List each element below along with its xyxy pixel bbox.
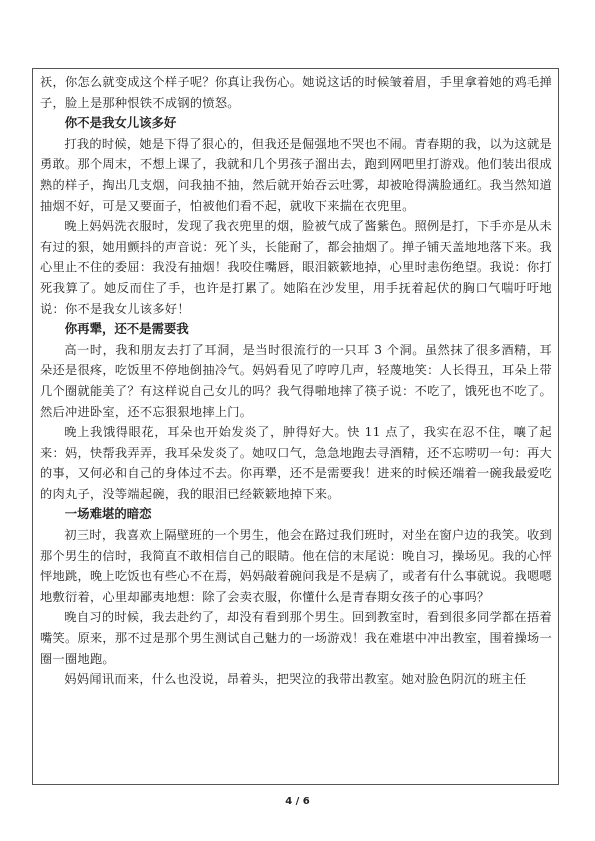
paragraph: 晚上我饿得眼花，耳朵也开始发炎了，肿得好大。快 11 点了，我实在忍不住，嚷了起来：妈，快帮我弄弄，我耳朵发炎了。她叹口气，急急地跑去寻酒精，还不忘唠叨一句：再大的事，又何必和自己的身体过不去。你再犟，还不是需要我！进来的时候还端着一碗我最爱吃的肉丸子，没等端起碗，我的眼泪已经簌簌地掉下来。: [40, 425, 552, 501]
frame-top-line: [32, 68, 559, 69]
section-heading-2: 你再犟，还不是需要我: [64, 321, 189, 337]
document-body: [40, 72, 552, 690]
paragraph: 妈妈闻讯而来，什么也没说，昂着头，把哭泣的我带出教室。她对脸色阴沉的班主任: [64, 672, 527, 687]
paragraph-continuation: 祆，你怎么就变成这个样子呢？你真让我伤心。她说这话的时候皱着眉，手里拿着她的鸡毛掸子，脸上是那种恨铁不成钢的愤怒。: [40, 75, 552, 110]
section-heading-3: 一场难堪的暗恋: [64, 506, 152, 522]
paragraph: 晚上妈妈洗衣服时，发现了我衣兜里的烟，脸被气成了酱紫色。照例是打，下手亦是从未有过的狠，她用颤抖的声音说：死丫头，长能耐了，都会抽烟了。掸子铺天盖地地落下来。我心里止不住的委屈：我没有抽烟！我咬住嘴唇，眼泪簌簌地掉，心里时恚伤绝望。我说：你打死我算了。她反而住了手，也许是打累了。她陷在沙发里，用手抚着起伏的胸口气喘吁吁地说：你不是我女儿该多好！: [40, 219, 552, 316]
paragraph: 高一时，我和朋友去打了耳洞，是当时很流行的一只耳 3 个洞。虽然抹了很多酒精，耳朵还是很疼，吃饭里不停地倒抽冷气。妈妈看见了哼哼几声，轻蔑地笑：人长得丑，耳朵上带几个圈就能美了？有这样说自己女儿的吗？我气得啪地摔了筷子说：不吃了，饿死也不吃了。然后冲进卧室，还不忘狠狠地摔上门。: [40, 342, 552, 419]
section-heading-1: 你不是我女儿该多好: [64, 115, 177, 131]
paragraph: 初三时，我喜欢上隔壁班的一个男生，他会在路过我们班时，对坐在窗户边的我笑。收到那个男生的信时，我简直不敢相信自己的眼睛。他在信的末尾说：晚自习，操场见。我的心怦怦地跳，晚上吃饭也有些心不在焉，妈妈敲着碗问我是不是病了，或者有什么事就说。我嗯嗯地敷衍着，心里却鄙夷地想：除了会卖衣服，你懂什么是青春期女孩子的心事吗？: [40, 528, 552, 604]
paragraph: 晚自习的时候，我去赴约了，却没有看到那个男生。回到教室时，看到很多同学都在捂着嘴笑。原来，那不过是那个男生测试自己魅力的一场游戏！我在难堪中冲出教室，围着操场一圈一圈地跑。: [40, 610, 552, 666]
page-number: 4 / 6: [285, 796, 310, 807]
paragraph: 打我的时候，她是下得了狠心的，但我还是倔强地不哭也不闹。青春期的我，以为这就是勇敢。那个周末，不想上课了，我就和几个男孩子溜出去，跑到网吧里打游戏。他们装出很成熟的样子，掏出几支烟，问我抽不抽，然后就开始吞云吐雾，却被呛得满脸通红。我当然知道抽烟不好，可是又要面子，怕被他们看不起，就收下来揣在衣兜里。: [40, 136, 552, 213]
